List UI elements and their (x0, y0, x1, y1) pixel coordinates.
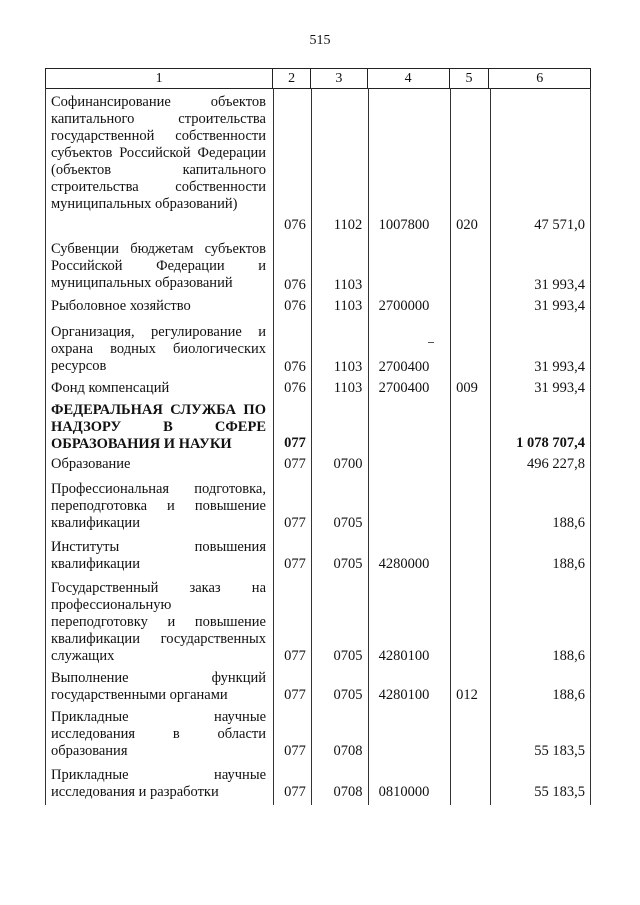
cell-section-code: 1103 (333, 380, 363, 396)
cell-section-code: 0705 (333, 515, 363, 531)
cell-admin-code: 076 (284, 359, 306, 375)
row-name: Образование (51, 456, 131, 472)
cell-admin-code: 076 (284, 380, 306, 396)
header-col-3: 3 (311, 69, 368, 88)
cell-amount: 188,6 (552, 648, 585, 664)
cell-admin-code: 077 (284, 784, 306, 800)
cell-admin-code: 077 (284, 556, 306, 572)
cell-target-code: 2700400 (378, 359, 430, 375)
cell-section-code: 1103 (333, 359, 363, 375)
cell-expense-type: 009 (456, 380, 478, 396)
row-name: Организация, регулирование и охрана водных биологических ресурсов (51, 324, 266, 374)
cell-amount: 496 227,8 (527, 456, 585, 472)
header-col-1: 1 (46, 69, 273, 88)
row-name: Профессиональная подготовка, переподготовка и повышение квалификации (51, 481, 266, 531)
scan-mark (428, 342, 434, 343)
cell-admin-code: 076 (284, 298, 306, 314)
cell-amount: 31 993,4 (534, 359, 585, 375)
cell-amount: 31 993,4 (534, 298, 585, 314)
cell-section-code: 1103 (333, 277, 363, 293)
cell-admin-code: 077 (284, 435, 306, 451)
cell-amount: 188,6 (552, 515, 585, 531)
cell-section-code: 1102 (333, 217, 363, 233)
header-col-6: 6 (536, 71, 544, 86)
row-name: Рыболовное хозяйство (51, 298, 191, 314)
row-name: Прикладные научные исследования в области образования (51, 709, 266, 759)
cell-target-code: 0810000 (378, 784, 430, 800)
header-col-4: 4 (368, 69, 450, 88)
cell-admin-code: 077 (284, 648, 306, 664)
cell-section-code: 0708 (333, 784, 363, 800)
cell-section-code: 0700 (333, 456, 363, 472)
cell-expense-type: 012 (456, 687, 478, 703)
cell-admin-code: 077 (284, 743, 306, 759)
column-rule (273, 88, 274, 805)
cell-target-code: 4280000 (378, 556, 430, 572)
cell-target-code: 4280100 (378, 648, 430, 664)
column-rule (368, 88, 369, 805)
cell-amount: 1 078 707,4 (516, 435, 585, 451)
header-col-5: 5 (450, 69, 490, 88)
cell-section-code: 1103 (333, 298, 363, 314)
column-rule (590, 88, 591, 805)
cell-target-code: 4280100 (378, 687, 430, 703)
cell-section-code: 0705 (333, 687, 363, 703)
row-name: Институты повышения квалификации (51, 539, 266, 572)
row-name: ФЕДЕРАЛЬНАЯ СЛУЖБА ПО НАДЗОРУ В СФЕРЕ ОБРАЗОВАНИЯ И НАУКИ (51, 402, 266, 452)
row-name: Софинансирование объектов капитального строительства государственной собственности субъектов Российской Федерации (объектов капитального строительства собственности муниципальных образований) (51, 94, 266, 212)
cell-admin-code: 076 (284, 217, 306, 233)
row-name: Фонд компенсаций (51, 380, 170, 396)
cell-target-code: 1007800 (378, 217, 430, 233)
cell-admin-code: 077 (284, 687, 306, 703)
cell-amount: 31 993,4 (534, 277, 585, 293)
column-rule (311, 88, 312, 805)
row-name: Государственный заказ на профессиональную переподготовку и повышение квалификации государственных служащих (51, 580, 266, 664)
cell-target-code: 2700400 (378, 380, 430, 396)
cell-section-code: 0705 (333, 648, 363, 664)
table-header (45, 68, 591, 89)
cell-section-code: 0705 (333, 556, 363, 572)
cell-admin-code: 077 (284, 456, 306, 472)
row-name: Выполнение функций государственными органами (51, 670, 266, 703)
cell-amount: 188,6 (552, 687, 585, 703)
cell-amount: 55 183,5 (534, 743, 585, 759)
cell-admin-code: 077 (284, 515, 306, 531)
cell-amount: 188,6 (552, 556, 585, 572)
cell-target-code: 2700000 (378, 298, 430, 314)
column-rule (45, 88, 46, 805)
cell-amount: 47 571,0 (534, 217, 585, 233)
header-col-2: 2 (273, 69, 311, 88)
cell-amount: 31 993,4 (534, 380, 585, 396)
cell-expense-type: 020 (456, 217, 478, 233)
page-number: 515 (309, 33, 331, 48)
cell-amount: 55 183,5 (534, 784, 585, 800)
row-name: Прикладные научные исследования и разработки (51, 767, 266, 800)
cell-admin-code: 076 (284, 277, 306, 293)
cell-section-code: 0708 (333, 743, 363, 759)
row-name: Субвенции бюджетам субъектов Российской Федерации и муниципальных образований (51, 241, 266, 291)
